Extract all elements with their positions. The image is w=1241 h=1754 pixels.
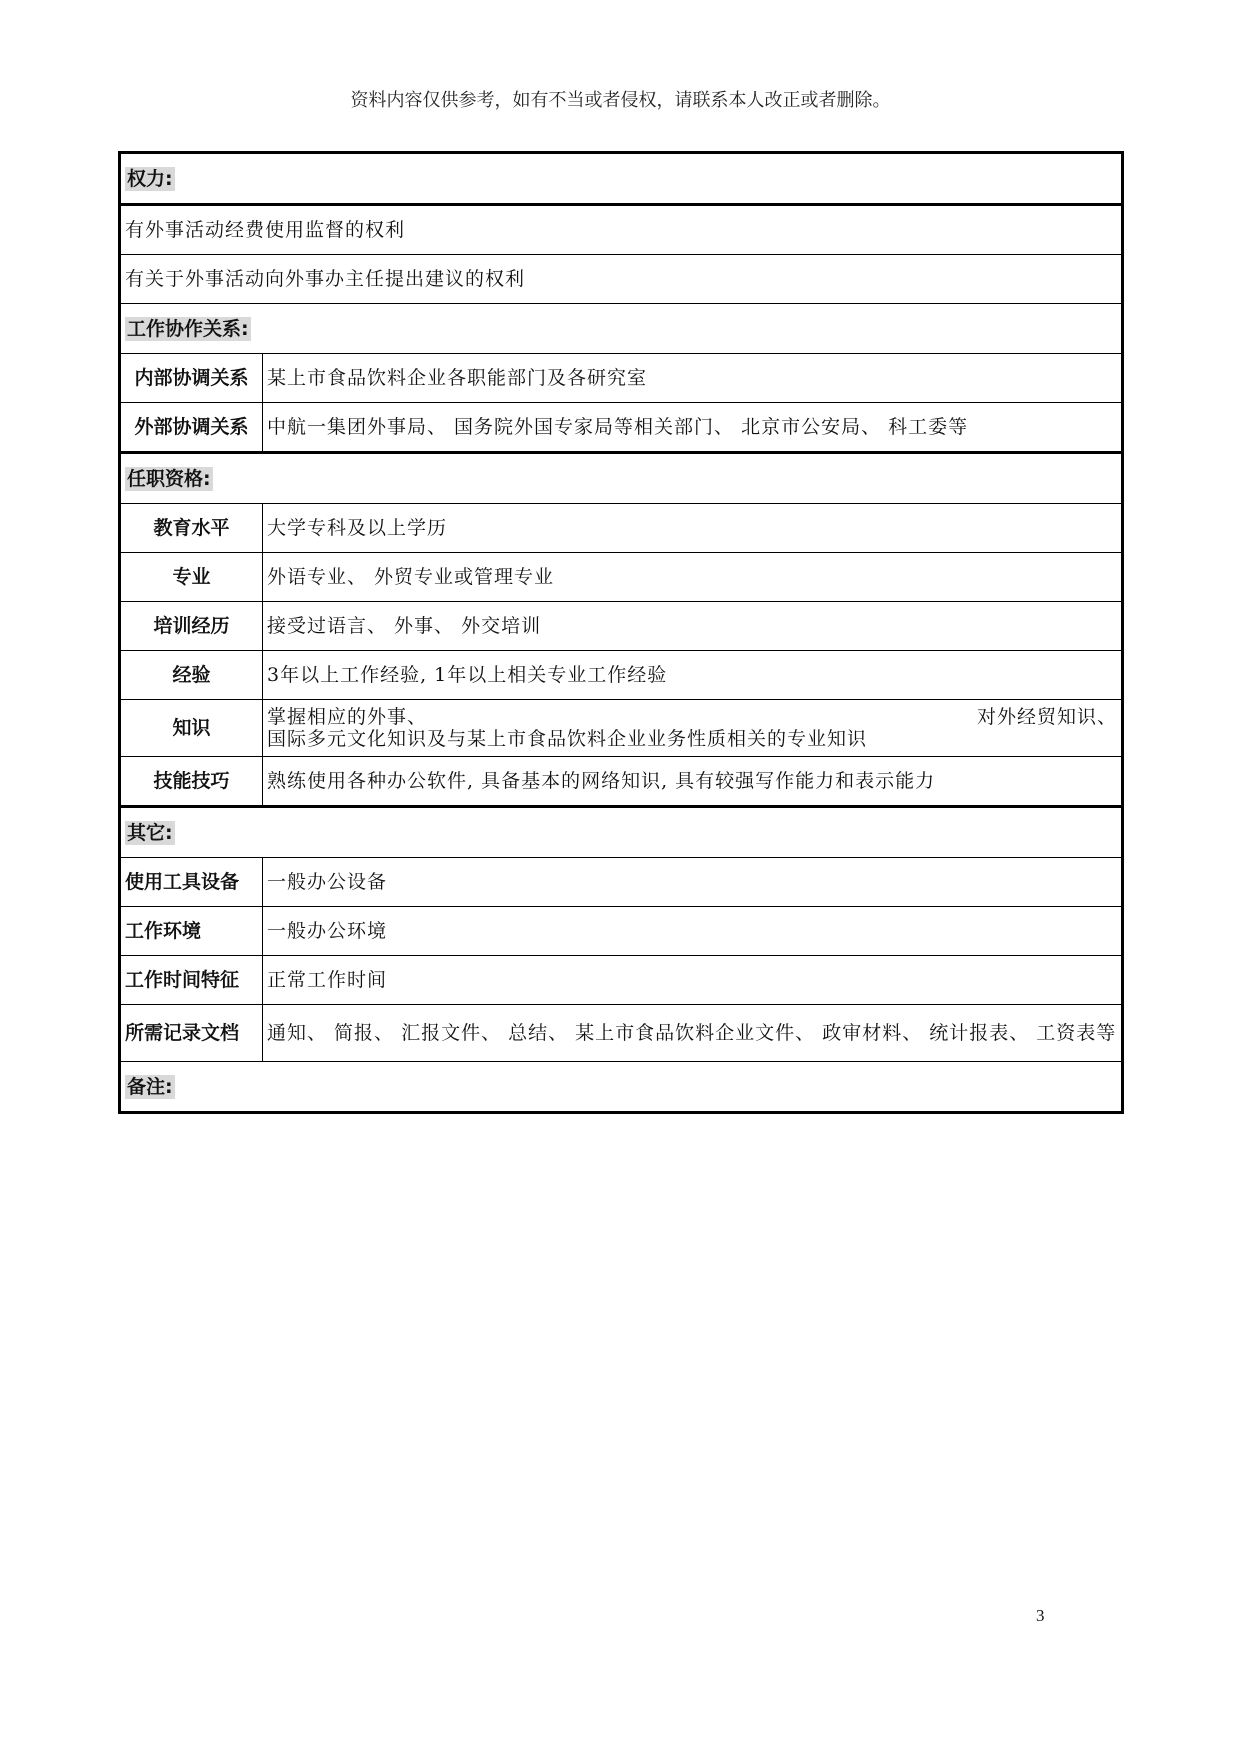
table-row	[120, 700, 1123, 757]
table-row	[120, 956, 1123, 1005]
row-value: 外语专业、 外贸专业或管理专业	[263, 553, 1123, 602]
row-label: 使用工具设备	[120, 858, 263, 907]
section-qualifications	[120, 453, 1123, 504]
row-label: 专业	[120, 553, 263, 602]
row-label: 所需记录文档	[120, 1005, 263, 1062]
table-row	[120, 403, 1123, 453]
section-title: 权力:	[127, 167, 173, 190]
row-value: 接受过语言、 外事、 外交培训	[263, 602, 1123, 651]
table-row	[120, 205, 1123, 255]
table-row	[120, 858, 1123, 907]
row-value: 3年以上工作经验, 1年以上相关专业工作经验	[263, 651, 1123, 700]
section-title: 工作协作关系:	[127, 317, 249, 340]
section-title: 其它:	[127, 821, 173, 844]
knowledge-text-right: 对外经贸知识、	[976, 706, 1117, 728]
authority-item: 有关于外事活动向外事办主任提出建议的权利	[120, 255, 1123, 304]
row-value: 正常工作时间	[263, 956, 1123, 1005]
section-authority	[120, 153, 1123, 205]
job-description-table	[118, 151, 1124, 1114]
table-row	[120, 354, 1123, 403]
section-remarks	[120, 1062, 1123, 1113]
row-value: 某上市食品饮料企业各职能部门及各研究室	[263, 354, 1123, 403]
knowledge-text-left: 掌握相应的外事、	[267, 706, 428, 728]
section-title: 任职资格:	[127, 467, 211, 490]
row-label: 内部协调关系	[120, 354, 263, 403]
table-row	[120, 1005, 1123, 1062]
section-cooperation	[120, 304, 1123, 354]
table-row	[120, 255, 1123, 304]
row-value: 中航一集团外事局、 国务院外国专家局等相关部门、 北京市公安局、 科工委等	[263, 403, 1123, 453]
table-row	[120, 651, 1123, 700]
row-label: 培训经历	[120, 602, 263, 651]
knowledge-text-line2: 国际多元文化知识及与某上市食品饮料企业业务性质相关的专业知识	[267, 728, 868, 750]
row-label: 经验	[120, 651, 263, 700]
row-value: 熟练使用各种办公软件, 具备基本的网络知识, 具有较强写作能力和表示能力	[263, 757, 1123, 807]
row-label: 知识	[120, 700, 263, 757]
row-value: 一般办公设备	[263, 858, 1123, 907]
row-label: 技能技巧	[120, 757, 263, 807]
section-other	[120, 807, 1123, 858]
table-row	[120, 504, 1123, 553]
row-value: 一般办公环境	[263, 907, 1123, 956]
table-row	[120, 757, 1123, 807]
row-value-knowledge	[263, 700, 1123, 757]
table-row	[120, 907, 1123, 956]
row-label: 教育水平	[120, 504, 263, 553]
authority-item: 有外事活动经费使用监督的权利	[120, 205, 1123, 255]
row-label: 工作时间特征	[120, 956, 263, 1005]
row-label: 外部协调关系	[120, 403, 263, 453]
row-label: 工作环境	[120, 907, 263, 956]
row-value: 大学专科及以上学历	[263, 504, 1123, 553]
page-number: 3	[1036, 1606, 1045, 1625]
table-row	[120, 553, 1123, 602]
header-disclaimer: 资料内容仅供参考，如有不当或者侵权，请联系本人改正或者删除。	[350, 90, 891, 111]
table-row	[120, 602, 1123, 651]
row-value: 通知、 简报、 汇报文件、 总结、 某上市食品饮料企业文件、 政审材料、 统计报表、 工资表等	[263, 1005, 1123, 1062]
section-title: 备注:	[127, 1075, 173, 1098]
